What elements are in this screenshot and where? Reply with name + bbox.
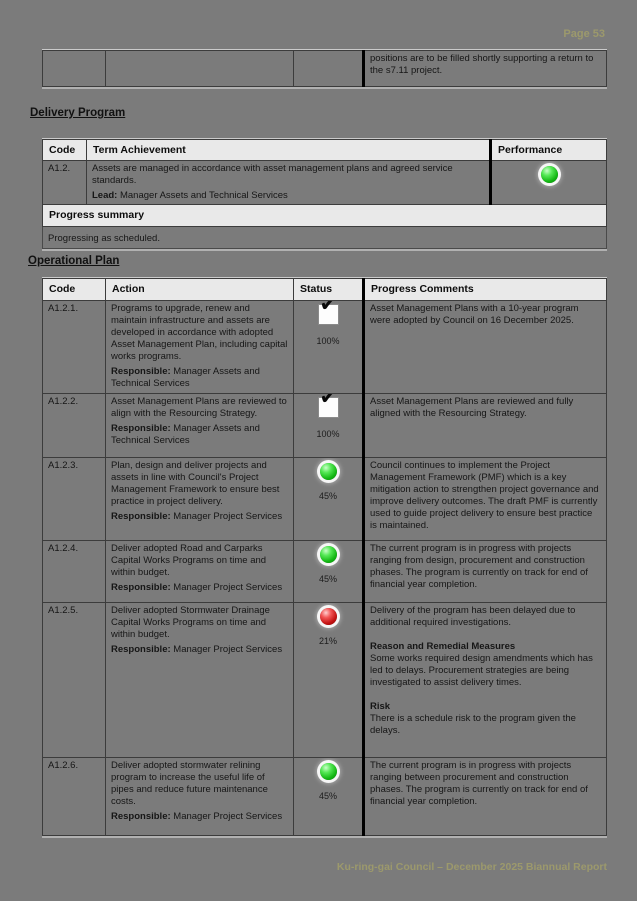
comment-text: Asset Management Plans with a 10-year program were adopted by Council on 16 December 2025. (370, 303, 579, 326)
responsible-label: Responsible: (111, 811, 171, 822)
code-cell: A1.2.3. (43, 458, 106, 541)
code-cell: A1.2.4. (43, 541, 106, 603)
responsible-value: Manager Project Services (173, 644, 283, 655)
page-number: Page 53 (563, 28, 605, 40)
delivery-program-heading: Delivery Program (30, 107, 126, 119)
code-cell: A1.2.1. (43, 301, 106, 394)
col-header-progress-comments: Progress Comments (364, 279, 607, 301)
responsible-label: Responsible: (111, 423, 171, 434)
comment-text: The current program is in progress with projects ranging from design, procurement and construction phases. The program is currently on track for end of financial year completion. (370, 543, 588, 590)
table-row (43, 603, 607, 758)
responsible-line (111, 811, 288, 823)
comment-cell (364, 758, 607, 836)
table-row (43, 161, 607, 205)
status-percent: 45% (318, 491, 337, 501)
responsible-value: Manager Assets and Technical Services (111, 423, 260, 446)
status-cell (294, 301, 364, 394)
responsible-line (111, 582, 288, 594)
action-text: Programs to upgrade, renew and maintain infrastructure and assets are developed in accordance with adopted Asset Management Plan, including capital works programs. (111, 303, 288, 362)
table-row (43, 541, 607, 603)
comment-cell (364, 301, 607, 394)
action-cell (106, 541, 294, 603)
responsible-value: Manager Assets and Technical Services (111, 366, 260, 389)
risk-text: There is a schedule risk to the program given the delays. (370, 713, 576, 736)
table-row (43, 51, 607, 87)
achievement-text: Assets are managed in accordance with asset management plans and agreed service standards. (92, 163, 453, 186)
action-text: Deliver adopted Road and Carparks Capital Works Programs on time and within budget. (111, 543, 267, 578)
table-row (43, 301, 607, 394)
carryover-status-cell (294, 51, 364, 87)
status-percent: 21% (318, 636, 337, 646)
code-cell: A1.2.5. (43, 603, 106, 758)
responsible-line (111, 644, 288, 656)
col-header-action: Action (106, 279, 294, 301)
action-cell (106, 758, 294, 836)
carryover-code-cell (43, 51, 106, 87)
report-footer: Ku-ring-gai Council – December 2025 Biannual Report (336, 861, 607, 873)
status-cell (294, 458, 364, 541)
comment-cell (364, 458, 607, 541)
responsible-line (111, 366, 288, 390)
comment-text: Delivery of the program has been delayed due to additional required investigations. (370, 605, 576, 628)
green-status-ball-icon (320, 546, 337, 563)
action-text: Deliver adopted Stormwater Drainage Capital Works Programs on time and within budget. (111, 605, 270, 640)
lead-line (92, 190, 484, 202)
code-cell: A1.2.2. (43, 394, 106, 458)
action-cell (106, 458, 294, 541)
operational-plan-table (42, 278, 607, 836)
progress-summary-bar (43, 205, 607, 227)
responsible-line (111, 511, 288, 523)
green-status-ball-icon (320, 463, 337, 480)
responsible-label: Responsible: (111, 366, 171, 377)
status-percent: 45% (318, 791, 337, 801)
carryover-comment-cell (364, 51, 607, 87)
checkmark-icon (318, 304, 339, 325)
status-cell (294, 758, 364, 836)
comment-text: Council continues to implement the Project Management Framework (PMF) which is a key mitigation action to strengthen project governance and improve delivery outcomes. The draft PMF is currently used to guide project delivery to ensure best practice is maintained. (370, 460, 599, 531)
action-cell (106, 603, 294, 758)
comment-text: Asset Management Plans are reviewed and fully aligned with the Resourcing Strategy. (370, 396, 574, 419)
status-cell (294, 541, 364, 603)
table-row (43, 758, 607, 836)
action-text: Deliver adopted stormwater relining program to increase the useful life of pipes and reduce future maintenance costs. (111, 760, 268, 807)
lead-label: Lead: (92, 190, 118, 201)
status-percent: 45% (318, 574, 337, 584)
responsible-value: Manager Project Services (173, 811, 283, 822)
col-header-code: Code (43, 279, 106, 301)
progress-summary-label: Progress summary (43, 205, 607, 227)
green-status-ball-icon (320, 763, 337, 780)
comment-text: The current program is in progress with projects ranging between procurement and construction phases. The program is currently on track for end of financial year completion. (370, 760, 588, 807)
col-header-code: Code (43, 140, 87, 161)
red-status-ball-icon (320, 608, 337, 625)
table-row (43, 394, 607, 458)
checkmark-icon (318, 397, 339, 418)
comment-cell (364, 603, 607, 758)
action-text: Asset Management Plans are reviewed to align with the Resourcing Strategy. (111, 396, 287, 419)
status-percent: 100% (316, 429, 340, 439)
delivery-program-table (42, 139, 607, 249)
responsible-line (111, 423, 288, 447)
achievement-cell (87, 161, 491, 205)
carryover-action-cell (106, 51, 294, 87)
col-header-term-achievement: Term Achievement (87, 140, 491, 161)
comment-cell (364, 541, 607, 603)
responsible-label: Responsible: (111, 511, 171, 522)
table-row (43, 458, 607, 541)
reason-text: Some works required design amendments which has led to delays. Procurement strategies are being investigated to assist delivery times. (370, 653, 593, 688)
operational-plan-heading: Operational Plan (28, 255, 120, 267)
progress-summary-row (43, 227, 607, 249)
action-cell (106, 301, 294, 394)
table-header-row (43, 279, 607, 301)
status-cell (294, 394, 364, 458)
reason-label: Reason and Remedial Measures (370, 641, 516, 652)
status-cell (294, 603, 364, 758)
responsible-label: Responsible: (111, 644, 171, 655)
table-header-row (43, 140, 607, 161)
action-text: Plan, design and deliver projects and assets in line with Council's Project Management Framework to ensure best practice in project delivery. (111, 460, 280, 507)
carryover-comment: positions are to be filled shortly supporting a return to the s7.11 project. (370, 53, 594, 76)
lead-value: Manager Assets and Technical Services (119, 190, 288, 201)
responsible-label: Responsible: (111, 582, 171, 593)
status-percent: 100% (316, 336, 340, 346)
risk-label: Risk (370, 701, 391, 712)
comment-cell (364, 394, 607, 458)
code-cell: A1.2.6. (43, 758, 106, 836)
action-cell (106, 394, 294, 458)
responsible-value: Manager Project Services (173, 582, 283, 593)
col-header-status: Status (294, 279, 364, 301)
green-status-ball-icon (541, 166, 558, 183)
code-cell: A1.2. (43, 161, 87, 205)
carryover-table (42, 50, 607, 87)
responsible-value: Manager Project Services (173, 511, 283, 522)
col-header-performance: Performance (491, 140, 607, 161)
progress-summary-text: Progressing as scheduled. (43, 227, 607, 249)
performance-cell (491, 161, 607, 205)
